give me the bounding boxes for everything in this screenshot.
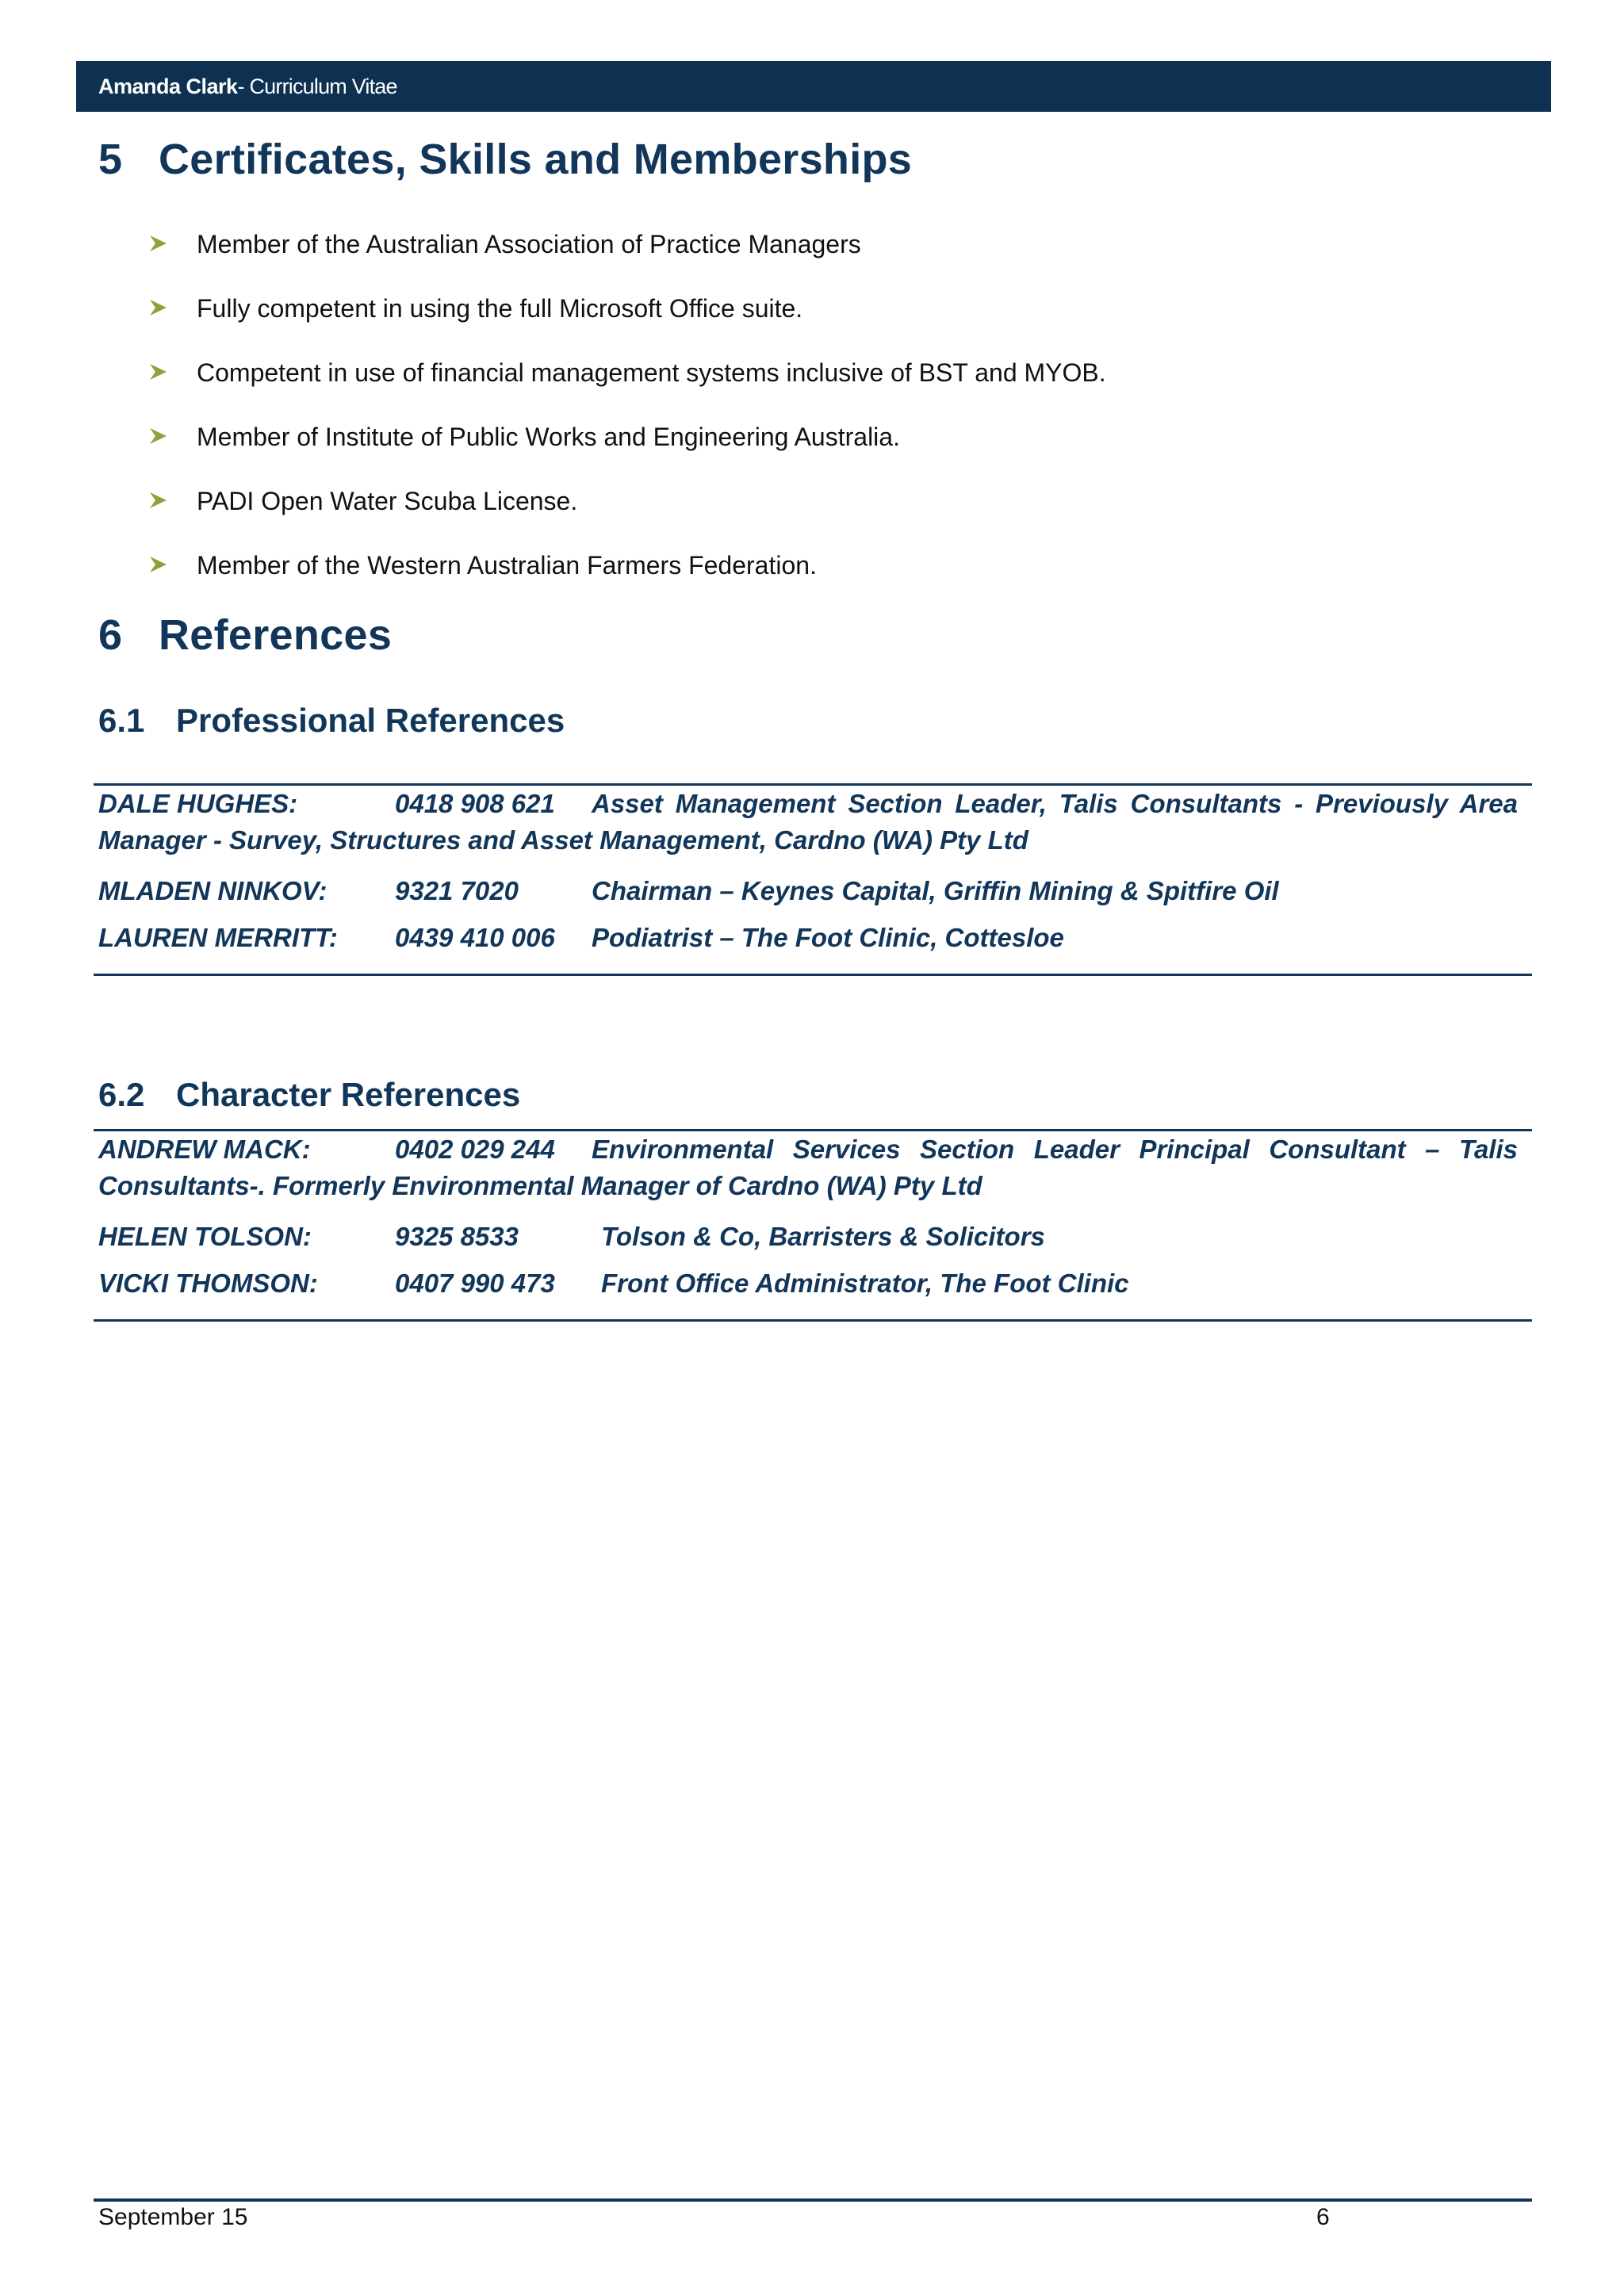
footer-date: September 15	[98, 2204, 248, 2230]
reference-entry	[98, 920, 1518, 956]
reference-phone: 9321 7020	[395, 876, 519, 905]
reference-name: LAUREN MERRITT:	[98, 923, 338, 952]
subsection-number: 6.2	[98, 1076, 145, 1113]
list-item	[147, 547, 1106, 611]
arrow-bullet-icon	[147, 232, 170, 254]
list-item-text: Competent in use of financial management systems inclusive of BST and MYOB.	[197, 358, 1106, 387]
arrow-bullet-icon	[147, 297, 170, 319]
section-number: 6	[98, 611, 123, 659]
arrow-bullet-icon	[147, 425, 170, 447]
section-title: References	[159, 611, 393, 659]
reference-description: Tolson & Co, Barristers & Solicitors	[601, 1222, 1045, 1251]
reference-description: Chairman – Keynes Capital, Griffin Mining & Spitfire Oil	[592, 876, 1279, 905]
reference-entry	[98, 1219, 1518, 1255]
list-item	[147, 290, 1106, 354]
reference-phone: 0439 410 006	[395, 923, 555, 952]
header-subtitle: - Curriculum Vitae	[237, 74, 397, 98]
section-number: 5	[98, 136, 123, 183]
section-title: Certificates, Skills and Memberships	[159, 136, 913, 183]
arrow-bullet-icon	[147, 489, 170, 511]
list-item-text: Member of the Australian Association of Practice Managers	[197, 230, 861, 258]
list-item	[147, 354, 1106, 419]
skills-list	[147, 226, 1106, 611]
list-item	[147, 483, 1106, 547]
list-item-text: Member of Institute of Public Works and Engineering Australia.	[197, 423, 900, 451]
reference-entry	[98, 873, 1518, 909]
reference-entry	[98, 1131, 1518, 1204]
reference-name: HELEN TOLSON:	[98, 1222, 312, 1251]
subsection-title: Character References	[176, 1076, 521, 1113]
arrow-bullet-icon	[147, 361, 170, 383]
reference-phone: 0418 908 621	[395, 789, 555, 818]
reference-name: VICKI THOMSON:	[98, 1269, 318, 1298]
reference-description: Front Office Administrator, The Foot Clinic	[601, 1269, 1129, 1298]
reference-phone: 9325 8533	[395, 1222, 519, 1251]
section-6-heading	[98, 610, 392, 660]
section-5-heading	[98, 135, 912, 184]
subsection-title: Professional References	[176, 702, 565, 739]
list-item	[147, 419, 1106, 483]
reference-name: MLADEN NINKOV:	[98, 876, 327, 905]
reference-entry	[98, 1265, 1518, 1302]
reference-description: Podiatrist – The Foot Clinic, Cottesloe	[592, 923, 1064, 952]
reference-name: DALE HUGHES:	[98, 789, 298, 818]
subsection-number: 6.1	[98, 702, 145, 739]
page-number: 6	[1316, 2204, 1330, 2230]
professional-references-heading	[98, 702, 565, 740]
header-name: Amanda Clark	[98, 74, 238, 98]
reference-description: Environmental Services Section Leader Principal Consultant – Talis Consultants-. Formerly Environmental Manager of Cardno (WA) Pty Ltd	[98, 1135, 1518, 1200]
reference-phone: 0402 029 244	[395, 1135, 555, 1164]
arrow-bullet-icon	[147, 553, 170, 576]
table-bottom-rule	[94, 1319, 1532, 1322]
list-item-text: Fully competent in using the full Microsoft Office suite.	[197, 294, 803, 323]
list-item	[147, 226, 1106, 290]
character-references-heading	[98, 1076, 520, 1114]
reference-phone: 0407 990 473	[395, 1269, 555, 1298]
reference-description: Asset Management Section Leader, Talis Consultants - Previously Area Manager - Survey, Structures and Asset Management, Cardno (WA) Pty Ltd	[98, 789, 1518, 855]
list-item-text: PADI Open Water Scuba License.	[197, 487, 578, 515]
header-bar	[76, 61, 1551, 112]
list-item-text: Member of the Western Australian Farmers Federation.	[197, 551, 817, 580]
table-bottom-rule	[94, 974, 1532, 976]
footer-rule	[94, 2198, 1532, 2202]
reference-name: ANDREW MACK:	[98, 1135, 311, 1164]
reference-entry	[98, 786, 1518, 859]
